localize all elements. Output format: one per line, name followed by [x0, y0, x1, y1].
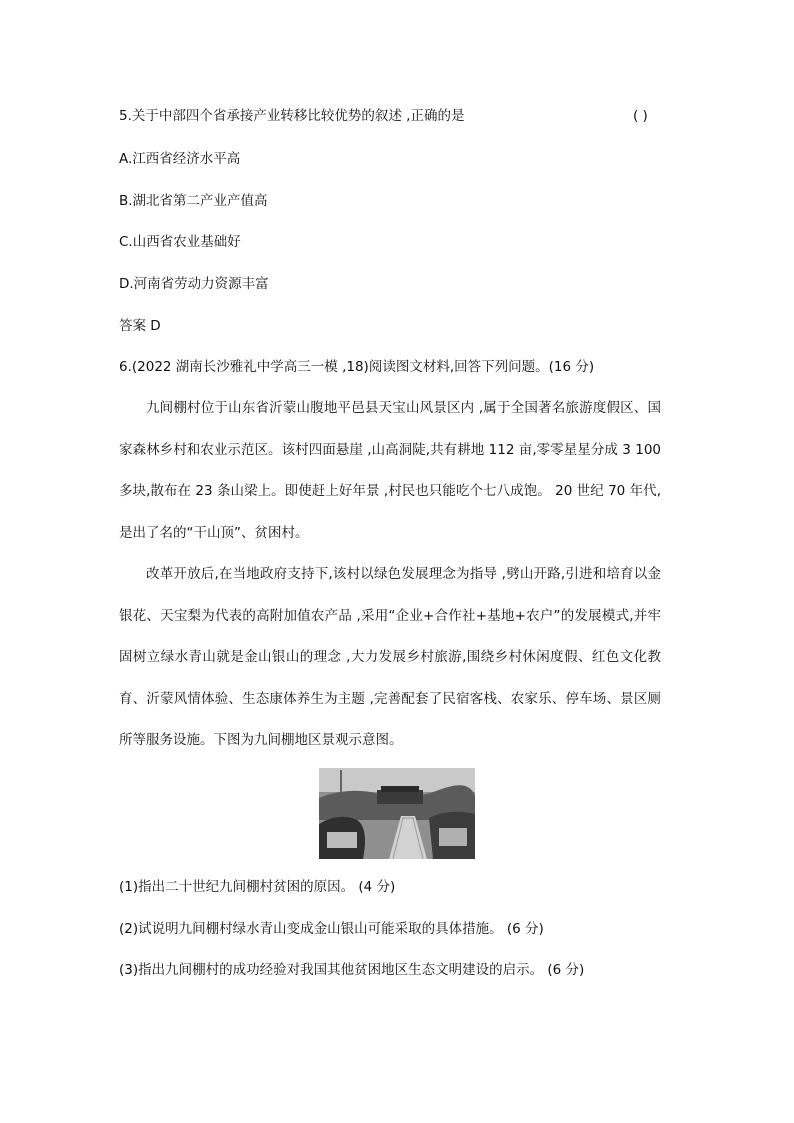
q6-paragraph-1: 九间棚村位于山东省沂蒙山腹地平邑县天宝山风景区内 ,属于全国著名旅游度假区、国家森林乡村和农业示范区。该村四面悬崖 ,山高洞陡,共有耕地 112 亩,零零星星分成 3 100 多块,散布在 23 条山梁上。即使赶上好年景 ,村民也只能吃个七八成饱。 20 世纪 70 年代,是出了名的“干山顶”、贫困村。 [119, 400, 661, 541]
q5-stem: 5.关于中部四个省承接产业转移比较优势的叙述 ,正确的是 [119, 108, 465, 124]
village-landscape-photo [319, 768, 475, 859]
q6-paragraph-2: 改革开放后,在当地政府支持下,该村以绿色发展理念为指导 ,劈山开路,引进和培育以金银花、天宝梨为代表的高附加值农产品 ,采用“企业+合作社+基地+农户”的发展模式,并牢固树立绿水青山就是金山银山的理念 ,大力发展乡村旅游,围绕乡村休闲度假、红色文化教育、沂蒙风情体验、生态康体养生为主题 ,完善配套了民宿客栈、农家乐、停车场、景区厕所等服务设施。下图为九间棚地区景观示意图。 [119, 566, 661, 748]
answer-parentheses: ( ) [633, 108, 648, 124]
q5-option-b: B.湖北省第二产业产值高 [119, 193, 268, 209]
q6-stem: 6.(2022 湖南长沙雅礼中学高三一模 ,18)阅读图文材料,回答下列问题。(16 分) [119, 359, 595, 375]
q6-question-3: (3)指出九间棚村的成功经验对我国其他贫困地区生态文明建设的启示。 (6 分) [119, 962, 585, 978]
q5-option-a: A.江西省经济水平高 [119, 151, 241, 167]
q5-option-d: D.河南省劳动力资源丰富 [119, 276, 269, 292]
q6-question-1: (1)指出二十世纪九间棚村贫困的原因。 (4 分) [119, 879, 396, 895]
q5-answer: 答案 D [119, 318, 161, 334]
q5-option-c: C.山西省农业基础好 [119, 234, 241, 250]
q6-question-2: (2)试说明九间棚村绿水青山变成金山银山可能采取的具体措施。 (6 分) [119, 921, 544, 937]
